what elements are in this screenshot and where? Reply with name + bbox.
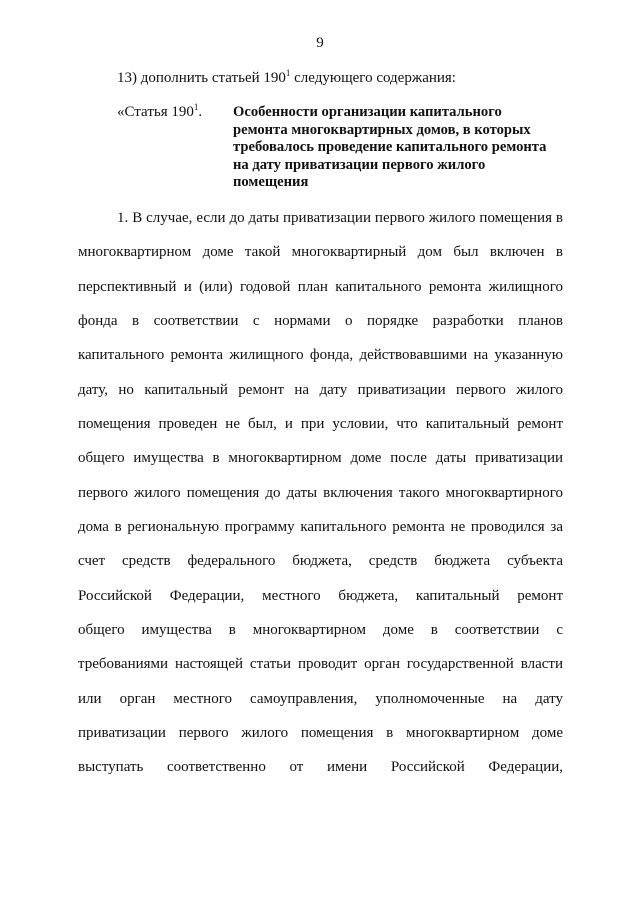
article-label-text: «Статья 190	[117, 104, 194, 120]
body-text-line: счет средств федерального бюджета, средств бюджета субъекта	[78, 553, 563, 569]
body-text-line: капитального ремонта жилищного фонда, действовавшими на указанную	[78, 347, 563, 363]
body-text-line: требованиями настоящей статьи проводит орган государственной власти	[78, 656, 563, 672]
article-title-line: Особенности организации капитального	[233, 104, 502, 120]
body-text-line: приватизации первого жилого помещения в многоквартирном доме	[78, 725, 563, 741]
article-label-superscript: 1	[193, 102, 199, 112]
body-text-line: дома в региональную программу капитального ремонта не проводился за	[78, 519, 563, 535]
intro-text-before: 13) дополнить статьей 190	[117, 70, 286, 86]
intro-superscript: 1	[285, 68, 291, 78]
body-text-line: общего имущества в многоквартирном доме в соответствии с	[78, 622, 563, 638]
page-number: 9	[316, 35, 324, 51]
amendment-intro	[117, 70, 456, 87]
body-text-line: перспективный и (или) годовой план капитального ремонта жилищного	[78, 279, 563, 295]
body-text-line: дату, но капитальный ремонт на дату приватизации первого жилого	[78, 382, 563, 398]
body-text-line: 1. В случае, если до даты приватизации первого жилого помещения в	[117, 210, 563, 226]
article-title	[233, 104, 563, 192]
body-text-line: общего имущества в многоквартирном доме после даты приватизации	[78, 450, 563, 466]
body-text-line: многоквартирном доме такой многоквартирный дом был включен в	[78, 244, 563, 260]
body-text-line: Российской Федерации, местного бюджета, капитальный ремонт	[78, 588, 563, 604]
body-text-line: фонда в соответствии с нормами о порядке разработки планов	[78, 313, 563, 329]
article-title-line: на дату приватизации первого жилого	[233, 156, 486, 173]
article-title-line: ремонта многоквартирных домов, в которых	[233, 121, 531, 138]
body-text-line: первого жилого помещения до даты включения такого многоквартирного	[78, 485, 563, 501]
article-title-line: помещения	[233, 174, 309, 190]
article-title-line: требовалось проведение капитального ремонта	[233, 139, 547, 155]
intro-text-after: следующего содержания:	[290, 70, 456, 86]
body-text-line: выступать соответственно от имени Российской Федерации,	[78, 759, 563, 775]
body-text-line: помещения проведен не был, и при условии, что капитальный ремонт	[78, 416, 563, 432]
body-text-line: или орган местного самоуправления, уполномоченные на дату	[78, 691, 563, 707]
article-label-period: .	[198, 104, 203, 120]
article-label	[117, 104, 202, 121]
